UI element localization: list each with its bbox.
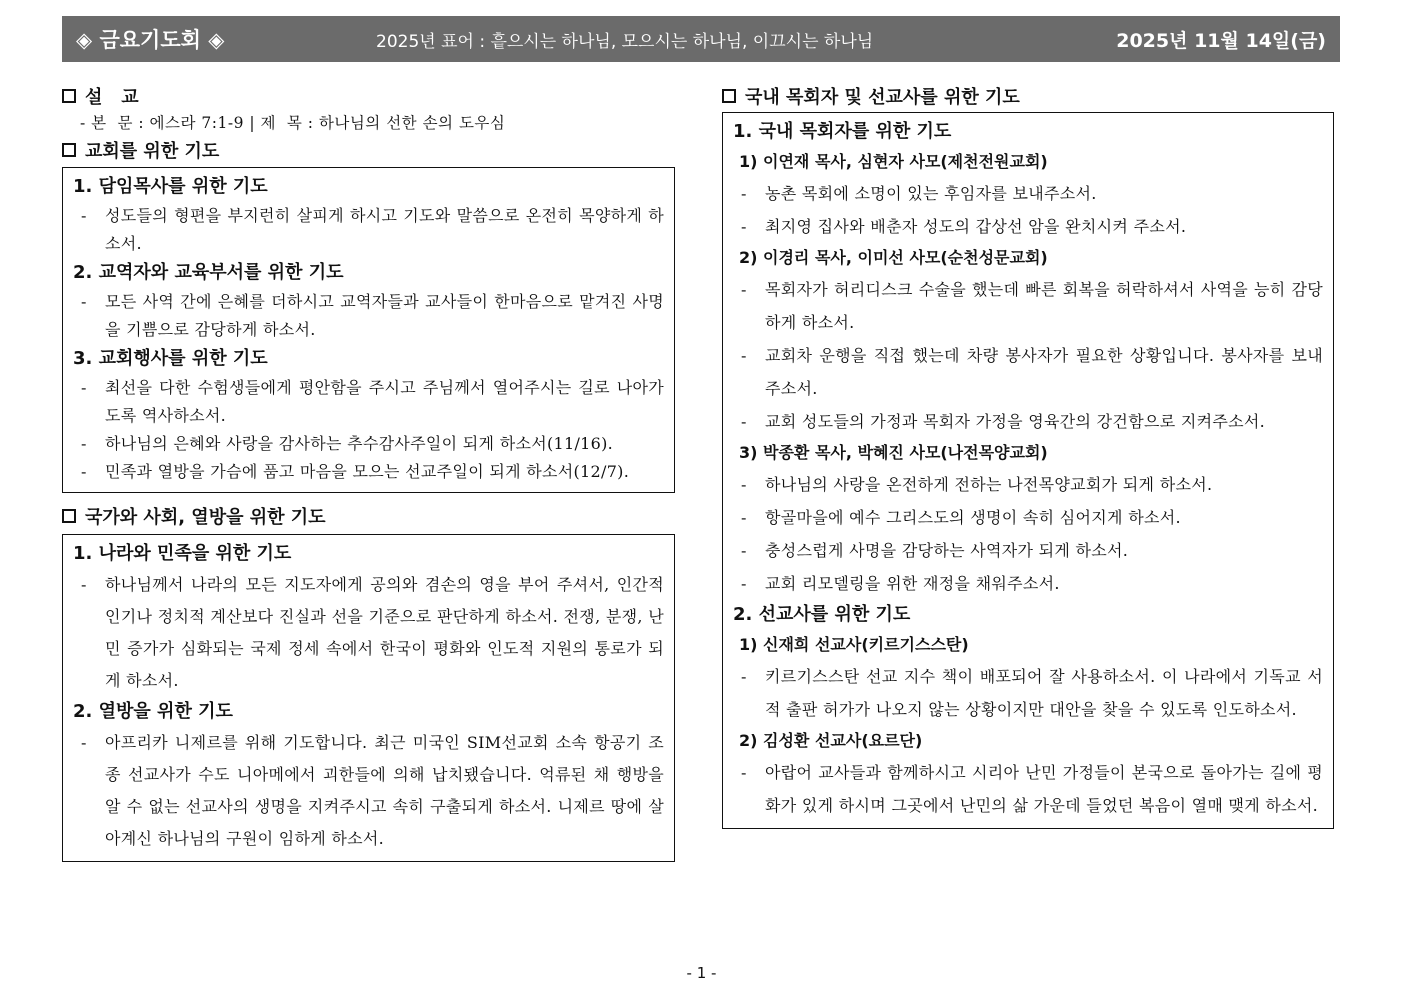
pastor-name: 2) 이경리 목사, 이미선 사모(순천성문교회)	[739, 248, 1048, 267]
section-heading-sermon	[62, 82, 675, 110]
prayer-bullet: - 최지영 집사와 배춘자 성도의 갑상선 암을 완치시켜 주소서.	[741, 217, 1187, 236]
prayer-item-title: 2. 열방을 위한 기도	[73, 701, 233, 722]
page-number: - 1 -	[686, 964, 717, 982]
prayer-bullet: - 키르기스스탄 선교 지수 책이 배포되어 잘 사용하소서. 이 나라에서 기독교 서적 출판 허가가 나오지 않는 상황이지만 대안을 찾을 수 있도록 인도하소서.	[741, 667, 1323, 719]
bulletin-title: ◈ 금요기도회 ◈	[76, 28, 225, 52]
sermon-heading: 설 교	[85, 87, 139, 108]
prayer-item-title: 1. 나라와 민족을 위한 기도	[73, 543, 292, 564]
prayer-bullet: - 하나님의 사랑을 온전하게 전하는 나전목양교회가 되게 하소서.	[741, 475, 1213, 494]
section-heading-nation	[62, 502, 675, 530]
prayer-bullet: - 교회 리모델링을 위한 재정을 채워주소서.	[741, 574, 1060, 593]
checkbox-square-icon	[62, 509, 76, 523]
sermon-info: - 본 문 : 에스라 7:1-9 | 제 목 : 하나님의 선한 손의 도우심	[80, 114, 506, 132]
left-column	[62, 82, 675, 862]
prayer-bullet: - 항골마을에 예수 그리스도의 생명이 속히 심어지게 하소서.	[741, 508, 1181, 527]
right-column	[722, 82, 1334, 829]
prayer-bullet: - 농촌 목회에 소명이 있는 후임자를 보내주소서.	[741, 184, 1097, 203]
prayer-bullet: - 하나님께서 나라의 모든 지도자에게 공의와 겸손의 영을 부어 주셔서, 인간적 인기나 정치적 계산보다 진실과 선을 기준으로 판단하게 하소서. 전쟁, 분쟁, 난민 증가가 심화되는 국제 정세 속에서 한국이 평화와 인도적 지원의 통로가 되게 하소서.	[81, 575, 664, 690]
prayer-bullet: - 충성스럽게 사명을 감당하는 사역자가 되게 하소서.	[741, 541, 1129, 560]
prayer-bullet: - 교회차 운행을 직접 했는데 차량 봉사자가 필요한 상황입니다. 봉사자를 보내주소서.	[741, 346, 1323, 398]
pastor-name: 3) 박종환 목사, 박혜진 사모(나전목양교회)	[739, 443, 1048, 462]
prayer-bullet: - 최선을 다한 수험생들에게 평안함을 주시고 주님께서 열어주시는 길로 나아가도록 역사하소서.	[81, 378, 664, 425]
missionary-name: 1) 신재희 선교사(키르기스스탄)	[739, 635, 969, 654]
prayer-item-title: 2. 선교사를 위한 기도	[733, 604, 911, 625]
checkbox-square-icon	[62, 143, 76, 157]
missionary-name: 2) 김성환 선교사(요르단)	[739, 731, 923, 750]
missions-heading: 국내 목회자 및 선교사를 위한 기도	[745, 87, 1020, 108]
nation-prayer-box	[62, 534, 675, 862]
header-bar	[62, 16, 1340, 62]
prayer-bullet: - 아랍어 교사들과 함께하시고 시리아 난민 가정들이 본국으로 돌아가는 길에 평화가 있게 하시며 그곳에서 난민의 삶 가운데 들었던 복음이 열매 맺게 하소서.	[741, 763, 1323, 815]
bulletin-date: 2025년 11월 14일(금)	[1116, 29, 1326, 52]
checkbox-square-icon	[62, 89, 76, 103]
prayer-bullet: - 교회 성도들의 가정과 목회자 가정을 영육간의 강건함으로 지켜주소서.	[741, 412, 1266, 431]
missions-prayer-box	[722, 112, 1334, 829]
checkbox-square-icon	[722, 89, 736, 103]
prayer-item-title: 1. 국내 목회자를 위한 기도	[733, 121, 952, 142]
prayer-bullet: - 성도들의 형편을 부지런히 살피게 하시고 기도와 말씀으로 온전히 목양하게 하소서.	[81, 206, 664, 253]
prayer-bullet: - 아프리카 니제르를 위해 기도합니다. 최근 미국인 SIM선교회 소속 항공기 조종 선교사가 수도 니아메에서 괴한들에 의해 납치됐습니다. 억류된 채 행방을 알 수 없는 선교사의 생명을 지켜주시고 속히 구출되게 하소서. 니제르 땅에 살아계신 하나님의 구원이 임하게 하소서.	[81, 733, 664, 848]
yearly-motto: 2025년 표어 : 흩으시는 하나님, 모으시는 하나님, 이끄시는 하나님	[376, 31, 874, 52]
prayer-item-title: 3. 교회행사를 위한 기도	[73, 348, 268, 369]
section-heading-missions	[722, 82, 1334, 110]
prayer-bullet: - 목회자가 허리디스크 수술을 했는데 빠른 회복을 허락하셔서 사역을 능히 감당하게 하소서.	[741, 280, 1323, 332]
section-heading-church	[62, 136, 675, 164]
prayer-item-title: 2. 교역자와 교육부서를 위한 기도	[73, 262, 344, 283]
prayer-bullet: - 민족과 열방을 가슴에 품고 마음을 모으는 선교주일이 되게 하소서(12/7).	[81, 462, 630, 481]
nation-heading: 국가와 사회, 열방을 위한 기도	[85, 507, 326, 528]
prayer-bullet: - 하나님의 은혜와 사랑을 감사하는 추수감사주일이 되게 하소서(11/16).	[81, 434, 614, 453]
church-prayer-box	[62, 167, 675, 493]
prayer-item-title: 1. 담임목사를 위한 기도	[73, 176, 268, 197]
church-heading: 교회를 위한 기도	[85, 141, 220, 162]
prayer-bullet: - 모든 사역 간에 은혜를 더하시고 교역자들과 교사들이 한마음으로 맡겨진 사명을 기쁨으로 감당하게 하소서.	[81, 292, 664, 339]
pastor-name: 1) 이연재 목사, 심현자 사모(제천전원교회)	[739, 152, 1048, 171]
